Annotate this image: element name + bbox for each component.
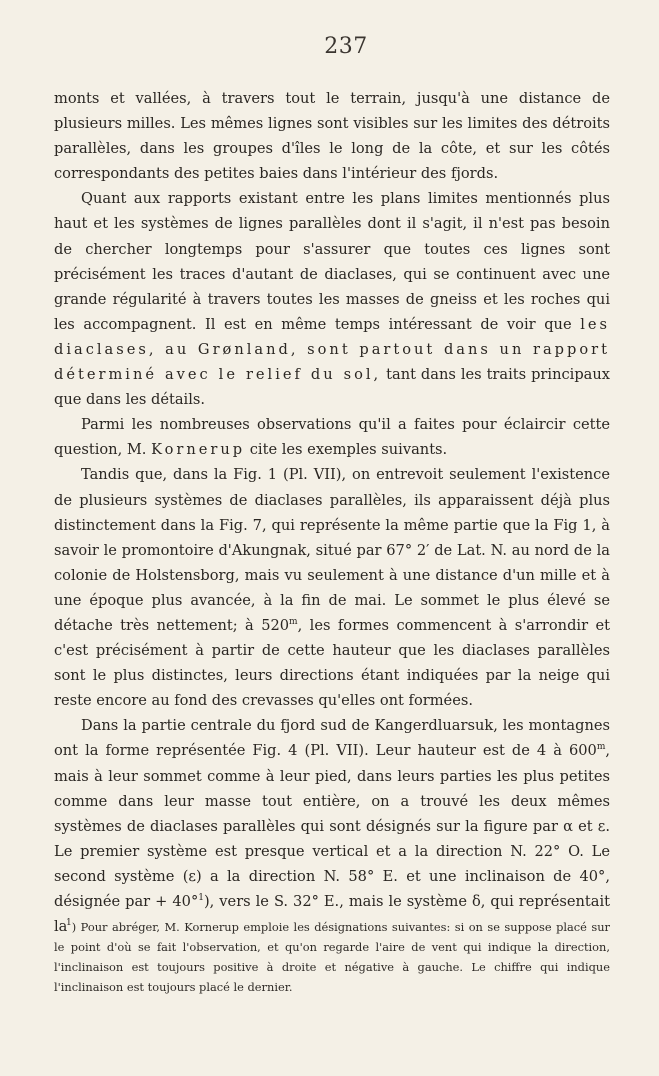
paragraph-5-text-a: Dans la partie centrale du fjord sud de Kangerdluarsuk, les montagnes ont la forme représentée Fig. 4 (Pl. VII). Leur hauteur est de 4 à 600 [54,717,610,760]
paragraph-2 [54,186,610,412]
paragraph-3 [54,412,610,462]
unit-superscript: m [289,616,298,627]
footnote-paragraph [54,917,610,997]
paragraph-2-text-a: Quant aux rapports existant entre les plans limites mentionnés plus haut et les systèmes de lignes parallèles dont il s'agit, il n'est pas besoin de chercher longtemps pour s'assurer que toutes ces lignes sont précisément les traces d'autant de diaclases, qui se continuent avec une grande régularité à travers toutes les masses de gneiss et les roches qui les accompagnent. Il est en même temps intéressant de voir que [54,190,610,333]
paragraph-3-text-b: cite les exemples suivants. [245,441,448,459]
footnote-text: ) Pour abréger, M. Kornerup emploie les désignations suivantes: si on se suppose placé sur le point d'où se fait l'observation, et qu'on regarde l'aire de vent qui indique la direction, l'inclinaison est toujours positive à droite et négative à gauche. Le chiffre qui indique l'inclinaison est toujours placé le dernier. [54,920,610,994]
paragraph-4-text-a: Tandis que, dans la Fig. 1 (Pl. VII), on entrevoit seulement l'existence de plusieurs systèmes de diaclases parallèles, ils apparaissent déjà plus distinctement dans la Fig. 7, qui représente la même partie que la Fig 1, à savoir le promontoire d'Akungnak, situé par 67° 2′ de Lat. N. au nord de la colonie de Holstensborg, mais vu seulement à une distance d'un mille et à une époque plus avancée, à la fin de mai. Le sommet le plus élevé se détache très nettement; à 520 [54,466,610,634]
paragraph-1 [54,86,610,186]
paragraph-5-text-b: , mais à leur sommet comme à leur pied, dans leurs parties les plus petites comme dans leur masse tout entière, on a trouvé les deux mêmes systèmes de diaclases parallèles qui sont désignés sur la figure par α et ε. Le premier système est presque vertical et a la direction N. 22° O. Le second système (ε) a la direction N. 58° E. et une inclinaison de 40°, désignée par + 40° [54,742,610,910]
paragraph-4-text-b: , les formes commencent à s'arrondir et c'est précisément à partir de cette hauteur que les diaclases parallèles sont le plus distinctes, leurs directions étant indiquées par la neige qui reste encore au fond des crevasses qu'elles ont formées. [54,616,610,710]
document-page [54,34,610,1044]
footnote [54,917,610,997]
paragraph-2-text-b: tant dans les traits principaux que dans les détails. [54,366,610,409]
author-name-kornerup: Kornerup [151,441,246,459]
paragraph-4 [54,462,610,713]
paragraph-1-text: monts et vallées, à travers tout le terrain, jusqu'à une distance de plusieurs milles. Les mêmes lignes sont visibles sur les limites des détroits parallèles, dans les groupes d'îles le long de la côte, et sur les côtés correspondants des petites baies dans l'intérieur des fjords. [54,90,610,183]
footnote-reference: 1 [198,893,204,903]
paragraph-3-text-a: Parmi les nombreuses observations qu'il a faites pour éclaircir cette question, M. [54,416,610,459]
footnote-marker: 1 [66,918,72,928]
unit-superscript: m [596,742,606,753]
page-number: 237 [324,34,368,59]
emphasized-statement: les diaclases, au Grønland, sont partout dans un rapport déterminé avec le relief du sol, [54,315,610,384]
paragraph-5 [54,713,610,939]
paragraph-5-text-c: ), vers le S. 32° E., mais le système δ, qui représentait la [54,893,610,936]
body-text [54,86,610,939]
